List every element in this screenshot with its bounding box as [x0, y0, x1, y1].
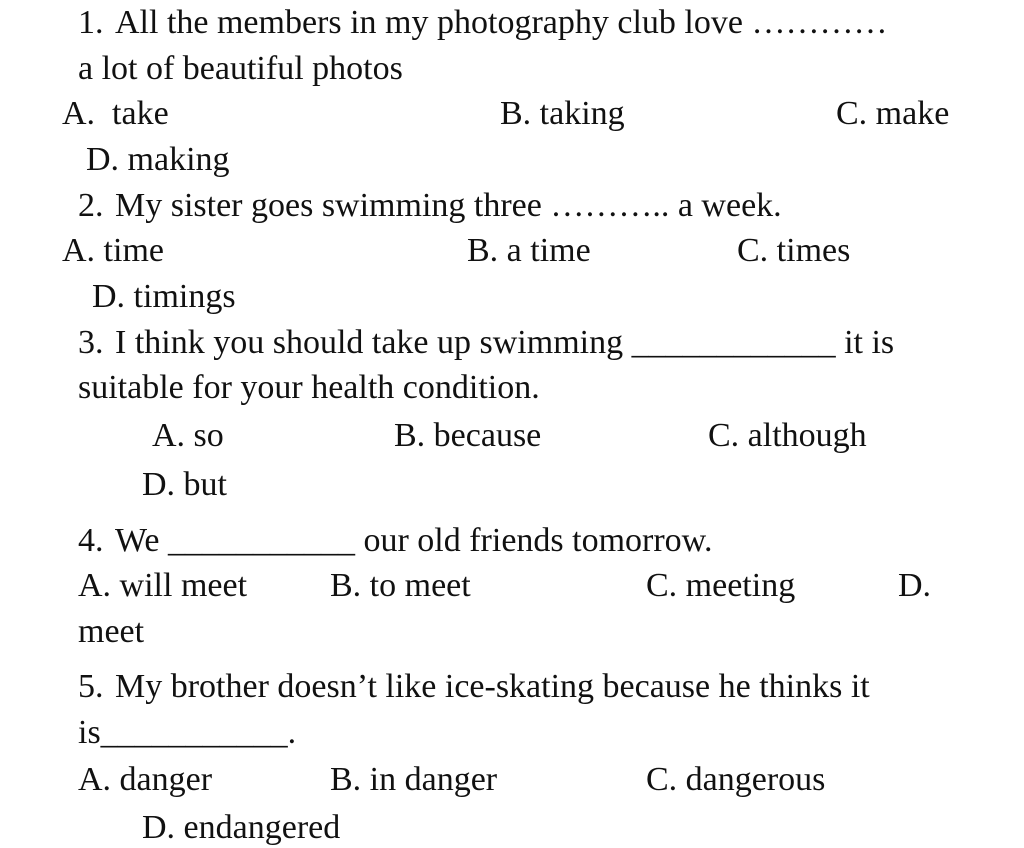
- question-3-option-d: D. but: [142, 466, 227, 503]
- question-4-option-d-label: D.: [898, 567, 932, 604]
- question-5-stem-line2: is___________.: [78, 714, 297, 751]
- question-1-number: 1.: [78, 4, 104, 41]
- question-4-option-b: B. to meet: [330, 567, 471, 604]
- question-4-number: 4.: [78, 522, 104, 559]
- question-2-option-d: D. timings: [92, 278, 236, 315]
- question-3-stem-line1: I think you should take up swimming ____________ it is: [115, 324, 895, 361]
- question-4-option-c: C. meeting: [646, 567, 796, 604]
- question-2-stem-line1: My sister goes swimming three ……….. a week.: [115, 187, 782, 224]
- question-5-stem-line1: My brother doesn’t like ice-skating because he thinks it: [115, 668, 870, 705]
- question-5-option-d: D. endangered: [142, 809, 341, 846]
- question-1-stem-line1: All the members in my photography club love …………: [115, 4, 888, 41]
- question-5-number: 5.: [78, 668, 104, 705]
- question-5-option-b: B. in danger: [330, 761, 498, 798]
- question-1-option-c: C. make: [836, 95, 950, 132]
- question-3-option-b: B. because: [394, 417, 542, 454]
- question-2-option-b: B. a time: [467, 232, 591, 269]
- question-5-option-a: A. danger: [78, 761, 213, 798]
- question-5-option-c: C. dangerous: [646, 761, 826, 798]
- question-4-option-d-text: meet: [78, 613, 145, 650]
- question-1-option-a: A. take: [62, 95, 169, 132]
- question-2-option-c: C. times: [737, 232, 851, 269]
- question-1-option-b: B. taking: [500, 95, 625, 132]
- question-3-option-a: A. so: [152, 417, 224, 454]
- question-2-option-a: A. time: [62, 232, 164, 269]
- question-4-option-a: A. will meet: [78, 567, 248, 604]
- question-1-option-d: D. making: [86, 141, 230, 178]
- question-1-stem-line2: a lot of beautiful photos: [78, 50, 403, 87]
- question-2-number: 2.: [78, 187, 104, 224]
- question-3-stem-line2: suitable for your health condition.: [78, 369, 540, 406]
- question-3-option-c: C. although: [708, 417, 867, 454]
- question-4-stem-line1: We ___________ our old friends tomorrow.: [115, 522, 713, 559]
- question-3-number: 3.: [78, 324, 104, 361]
